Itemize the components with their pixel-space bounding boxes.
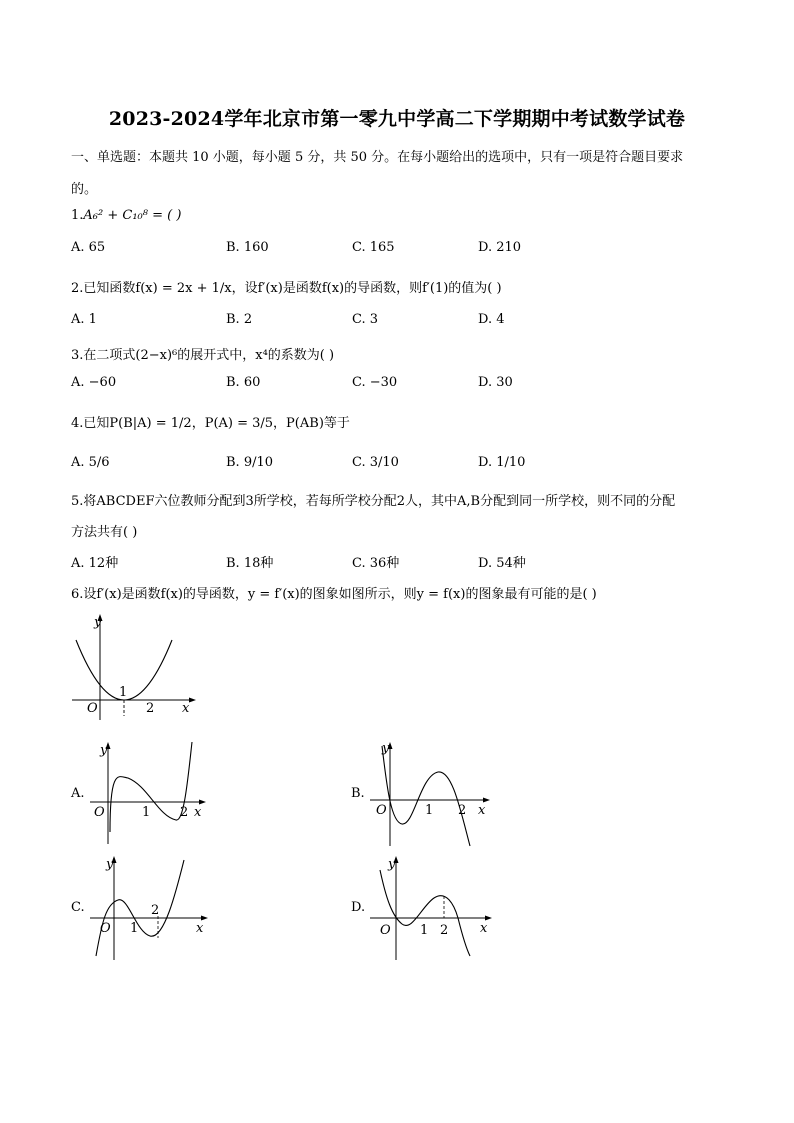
option-b-tick-2: 2 xyxy=(458,803,467,818)
question-6-option-a-label[interactable]: A. xyxy=(71,786,85,801)
question-1-option-a[interactable]: A. 65 xyxy=(71,240,106,255)
option-b-axis-y: y xyxy=(382,741,390,756)
question-4-option-a[interactable]: A. 5/6 xyxy=(71,455,110,470)
option-d-axis-y: y xyxy=(388,857,396,872)
option-a-origin: O xyxy=(94,805,105,820)
question-6-stem: 6.设f′(x)是函数f(x)的导函数，y = f′(x)的图象如图所示，则y = f(x)的图象最有可能的是( ) xyxy=(71,587,597,602)
question-6-option-b-graph[interactable] xyxy=(368,738,492,850)
tick-label-2: 2 xyxy=(146,701,155,716)
option-a-tick-2: 2 xyxy=(180,805,189,820)
question-2-option-c[interactable]: C. 3 xyxy=(352,312,379,327)
question-4-option-b[interactable]: B. 9/10 xyxy=(226,455,274,470)
option-a-axis-y: y xyxy=(100,743,108,758)
page-title: 2023-2024学年北京市第一零九中学高二下学期期中考试数学试卷 xyxy=(108,108,686,130)
question-2-option-b[interactable]: B. 2 xyxy=(226,312,253,327)
question-5-stem-line2: 方法共有( ) xyxy=(71,525,138,540)
question-3-option-b[interactable]: B. 60 xyxy=(226,375,261,390)
question-1-option-d[interactable]: D. 210 xyxy=(478,240,522,255)
option-b-axis-x: x xyxy=(478,803,486,818)
question-6-option-a-graph[interactable] xyxy=(88,738,208,850)
option-c-axis-x: x xyxy=(196,921,204,936)
option-c-axis-y: y xyxy=(106,857,114,872)
origin-label: O xyxy=(87,701,98,716)
question-5-option-c[interactable]: C. 36种 xyxy=(352,556,400,571)
question-4-option-d[interactable]: D. 1/10 xyxy=(478,455,526,470)
question-3-option-d[interactable]: D. 30 xyxy=(478,375,513,390)
question-3-option-a[interactable]: A. −60 xyxy=(71,375,117,390)
axis-label-y: y xyxy=(94,615,102,630)
question-5-option-d[interactable]: D. 54种 xyxy=(478,556,526,571)
question-6-option-b-label[interactable]: B. xyxy=(351,786,365,801)
option-c-tick-1: 1 xyxy=(130,921,139,936)
question-2-stem: 2.已知函数f(x) = 2x + 1/x，设f′(x)是函数f(x)的导函数，则f′(1)的值为( ) xyxy=(71,281,502,296)
option-c-origin: O xyxy=(100,921,111,936)
option-a-axis-x: x xyxy=(194,805,202,820)
question-2-option-d[interactable]: D. 4 xyxy=(478,312,505,327)
option-b-tick-1: 1 xyxy=(425,803,434,818)
question-6-option-d-label[interactable]: D. xyxy=(351,900,366,915)
question-2-option-a[interactable]: A. 1 xyxy=(71,312,97,327)
option-d-tick-2: 2 xyxy=(440,923,449,938)
option-a-tick-1: 1 xyxy=(142,805,151,820)
question-4-option-c[interactable]: C. 3/10 xyxy=(352,455,399,470)
axis-label-x: x xyxy=(182,701,190,716)
question-1-math: A₆² + C₁₀⁸ = ( ) xyxy=(83,208,182,223)
derivative-graph xyxy=(68,612,198,720)
option-c-tick-2: 2 xyxy=(151,903,160,918)
section-instruction-line1: 一、单选题：本题共 10 小题，每小题 5 分，共 50 分。在每小题给出的选项中，只有一项是符合题目要求 xyxy=(71,150,684,165)
question-1-stem xyxy=(71,208,181,223)
question-6-option-c-graph[interactable] xyxy=(88,852,212,964)
question-3-option-c[interactable]: C. −30 xyxy=(352,375,398,390)
question-5-option-a[interactable]: A. 12种 xyxy=(71,556,119,571)
question-6-option-c-label[interactable]: C. xyxy=(71,900,85,915)
question-5-option-b[interactable]: B. 18种 xyxy=(226,556,274,571)
question-1-option-b[interactable]: B. 160 xyxy=(226,240,269,255)
question-4-stem: 4.已知P(B|A) = 1/2，P(A) = 3/5，P(AB)等于 xyxy=(71,416,350,431)
question-5-stem-line1: 5.将ABCDEF六位教师分配到3所学校，若每所学校分配2人，其中A,B分配到同一所学校，则不同的分配 xyxy=(71,494,676,509)
question-6-option-d-graph[interactable] xyxy=(368,852,494,964)
question-1-number: 1. xyxy=(71,208,84,223)
option-d-axis-x: x xyxy=(480,921,488,936)
question-3-stem: 3.在二项式(2−x)⁶的展开式中，x⁴的系数为( ) xyxy=(71,348,335,363)
question-1-option-c[interactable]: C. 165 xyxy=(352,240,395,255)
option-d-origin: O xyxy=(380,923,391,938)
tick-label-1: 1 xyxy=(119,685,128,700)
option-d-tick-1: 1 xyxy=(420,923,429,938)
option-b-origin: O xyxy=(376,803,387,818)
section-instruction-line2: 的。 xyxy=(71,182,98,197)
